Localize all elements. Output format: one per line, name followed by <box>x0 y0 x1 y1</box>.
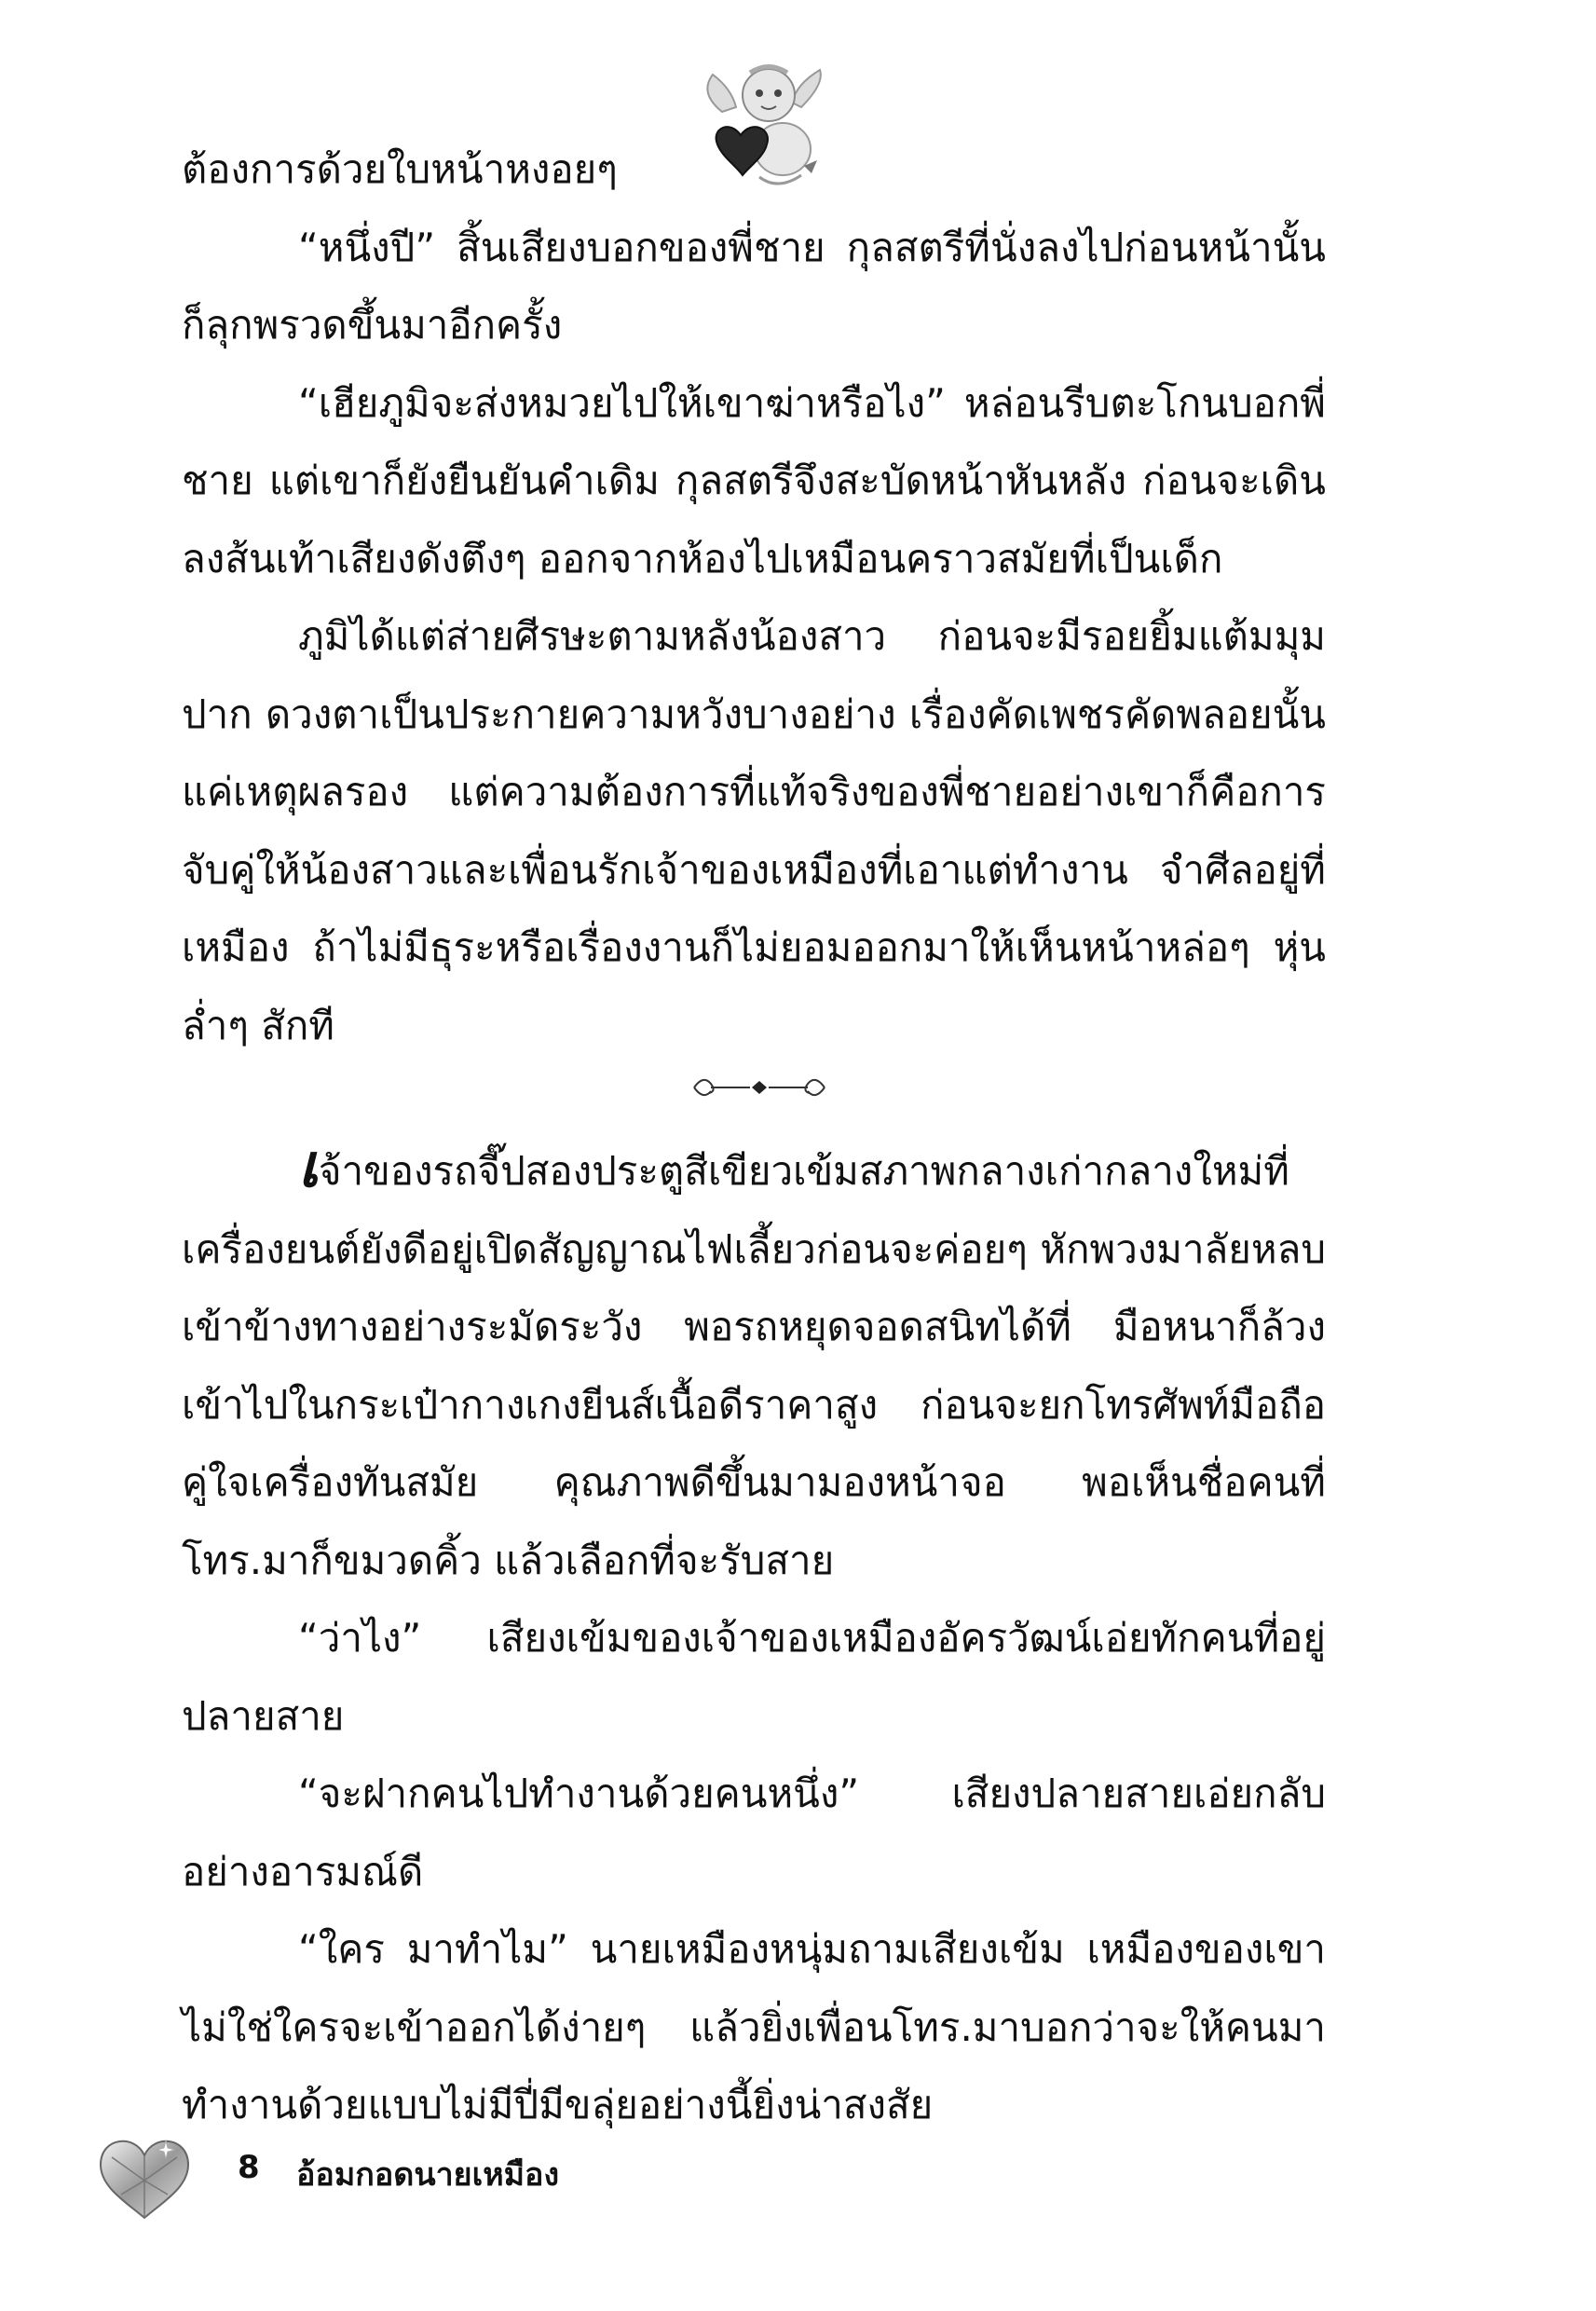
paragraph: “จะฝากคนไปทำงานด้วยคนหนึ่ง” เสียงปลายสายเอ่ยกลับอย่างอารมณ์ดี <box>182 1771 1326 1894</box>
drop-cap: เ <box>298 1131 319 1201</box>
page-number: 8 <box>238 2149 260 2186</box>
paragraph-text: จ้าของรถจี๊ปสองประตูสีเขียวเข้มสภาพกลางเก่ากลางใหม่ที่เครื่องยนต์ยังดีอยู่เปิดสัญญาณไฟเลี้ยวก่อนจะค่อยๆ หักพวงมาลัยหลบเข้าข้างทางอย่างระมัดระวัง พอรถหยุดจอดสนิทได้ที่ มือหนาก็ล้วงเข้าไปในกระเป๋ากางเกงยีนส์เนื้อดีราคาสูง ก่อนจะยกโทรศัพท์มือถือคู่ใจเครื่องทันสมัย คุณภาพดีขึ้นมามองหน้าจอ พอเห็นชื่อคนที่โทร.มาก็ขมวดคิ้ว แล้วเลือกที่จะรับสาย <box>182 1148 1326 1583</box>
paragraph-with-dropcap <box>182 1132 1326 1599</box>
body-text-section-2 <box>182 1132 1326 2144</box>
paragraph: “ใคร มาทำไม” นายเหมืองหนุ่มถามเสียงเข้ม เหมืองของเขาไม่ใช่ใครจะเข้าออกได้ง่ายๆ แล้วยิ่งเพื่อนโทร.มาบอกว่าจะให้คนมาทำงานด้วยแบบไม่มีปี่มีขลุ่ยอย่างนี้ยิ่งน่าสงสัย <box>182 1926 1326 2127</box>
paragraph: ต้องการด้วยใบหน้าหงอยๆ <box>182 146 618 192</box>
paragraph: ภูมิได้แต่ส่ายศีรษะตามหลังน้องสาว ก่อนจะมีรอยยิ้มแต้มมุมปาก ดวงตาเป็นประกายความหวังบางอย่าง เรื่องคัดเพชรคัดพลอยนั้นแค่เหตุผลรอง แต่ความต้องการที่แท้จริงของพี่ชายอย่างเขาก็คือการจับคู่ให้น้องสาวและเพื่อนรักเจ้าของเหมืองที่เอาแต่ทำงาน จำศีลอยู่ที่เหมือง ถ้าไม่มีธุระหรือเรื่องงานก็ไม่ยอมออกมาให้เห็นหน้าหล่อๆ หุ่นล่ำๆ สักที <box>182 613 1326 1048</box>
heart-gem-icon <box>93 2129 196 2222</box>
paragraph: “ว่าไง” เสียงเข้มของเจ้าของเหมืองอัครวัฒน์เอ่ยทักคนที่อยู่ปลายสาย <box>182 1615 1326 1739</box>
paragraph: “เฮียภูมิจะส่งหมวยไปให้เขาฆ่าหรือไง” หล่อนรีบตะโกนบอกพี่ชาย แต่เขาก็ยังยืนยันคำเดิม กุลสตรีจึงสะบัดหน้าหันหลัง ก่อนจะเดินลงส้นเท้าเสียงดังตึงๆ ออกจากห้องไปเหมือนคราวสมัยที่เป็นเด็ก <box>182 379 1326 581</box>
body-text-top <box>182 130 1326 1064</box>
paragraph: “หนึ่งปี” สิ้นเสียงบอกของพี่ชาย กุลสตรีที่นั่งลงไปก่อนหน้านั้นก็ลุกพรวดขึ้นมาอีกครั้ง <box>182 224 1326 348</box>
book-title: อ้อมกอดนายเหมือง <box>296 2156 560 2194</box>
section-divider-ornament <box>675 1067 843 1108</box>
